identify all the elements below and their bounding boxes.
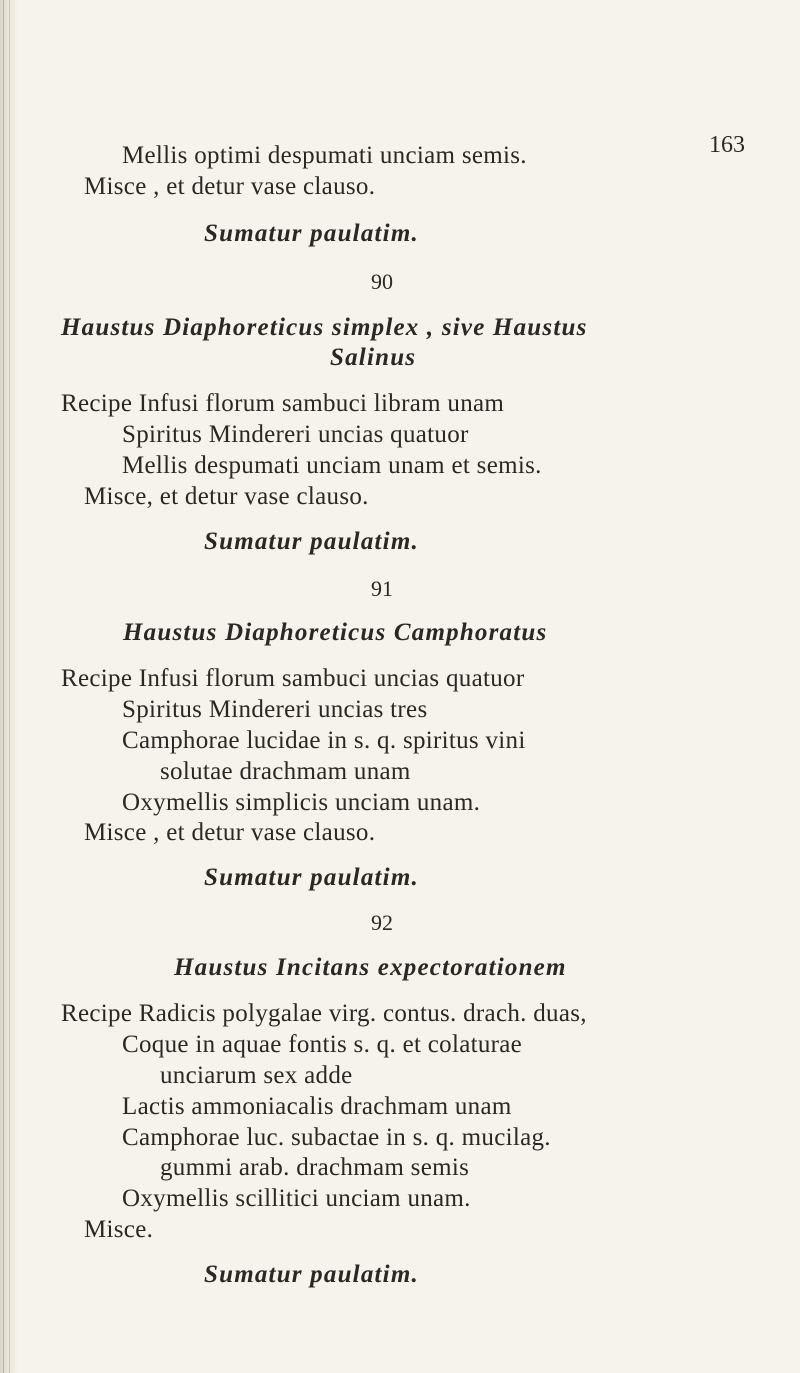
- text-line: Oxymellis scillitici unciam unam.: [122, 1185, 471, 1212]
- recipe-title: Haustus Diaphoreticus simplex , sive Haustus: [61, 314, 588, 341]
- closing-instruction: Sumatur paulatim.: [204, 528, 419, 555]
- binding-line: [9, 0, 10, 1373]
- closing-instruction: Sumatur paulatim.: [204, 220, 419, 247]
- text-line: gummi arab. drachmam semis: [160, 1154, 470, 1181]
- recipe-title: Haustus Incitans expectorationem: [174, 954, 567, 981]
- text-line: Mellis despumati unciam unam et semis.: [122, 452, 542, 479]
- text-line: Recipe Radicis polygalae virg. contus. drach. duas,: [61, 1000, 587, 1027]
- closing-instruction: Sumatur paulatim.: [204, 864, 419, 891]
- text-line: Misce , et detur vase clauso.: [84, 819, 376, 846]
- text-line: Coque in aquae fontis s. q. et colaturae: [122, 1031, 523, 1058]
- recipe-number: 92: [371, 910, 393, 935]
- text-line: Recipe Infusi florum sambuci libram unam: [61, 390, 505, 417]
- recipe-title: Haustus Diaphoreticus Camphoratus: [123, 619, 548, 646]
- text-line: solutae drachmam unam: [160, 758, 411, 785]
- text-line: Camphorae lucidae in s. q. spiritus vini: [122, 727, 526, 754]
- text-line: Lactis ammoniacalis drachmam unam: [122, 1093, 512, 1120]
- text-line: Mellis optimi despumati unciam semis.: [122, 142, 527, 169]
- binding-line: [3, 0, 4, 1373]
- text-line: Oxymellis simplicis unciam unam.: [122, 789, 481, 816]
- text-line: Misce , et detur vase clauso.: [84, 173, 376, 200]
- recipe-number: 90: [371, 269, 393, 294]
- text-line: Recipe Infusi florum sambuci uncias quatuor: [61, 665, 525, 692]
- recipe-number: 91: [371, 576, 393, 601]
- closing-instruction: Sumatur paulatim.: [204, 1261, 419, 1288]
- recipe-title: Salinus: [330, 344, 417, 371]
- text-line: Misce, et detur vase clauso.: [84, 483, 369, 510]
- text-line: Spiritus Mindereri uncias quatuor: [122, 421, 469, 448]
- page-binding-edge: [0, 0, 18, 1373]
- text-line: Spiritus Mindereri uncias tres: [122, 696, 428, 723]
- text-line: Camphorae luc. subactae in s. q. mucilag.: [122, 1124, 551, 1151]
- page-number: 163: [709, 132, 745, 158]
- text-line: Misce.: [84, 1216, 154, 1243]
- text-line: unciarum sex adde: [160, 1062, 353, 1089]
